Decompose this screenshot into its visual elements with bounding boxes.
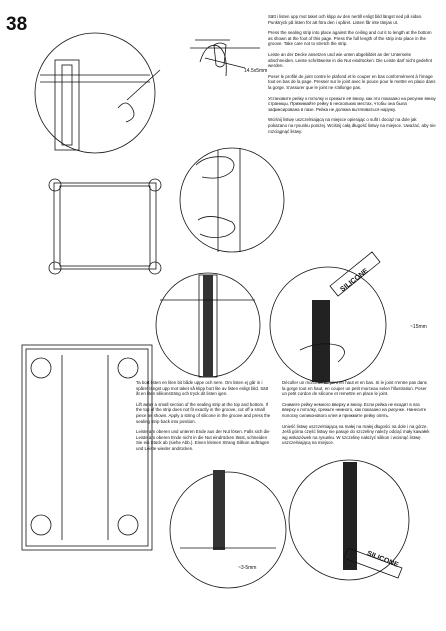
instruction-text-bottom-right bbox=[282, 380, 430, 451]
text-fr: Poser le profilé de joint contre le plafond et le couper en bas conformément à l'image tout en bas de la page. Presser sur le joint avec le pouce pour le mettre en place dans la gorge. S'assurer que le joint ne s'allonge pas. bbox=[268, 73, 436, 90]
text-de-2: Leiste am oberen und unteren Ende aus der Nut lösen. Falls sich die Leiste am oberen Ende nicht in die Nut eindrücken lässt, schneiden Sie ein Stück ab (siehe Abb.). Einen kleinen Strang Silikon auftragen und Leiste wieder andrücken. bbox=[136, 429, 270, 451]
text-ru: Установите рейку к потолку и срежьте её внизу, как это показано на рисунке внизу страницы. Прижимайте рейку в нескольких местах, чтобы она была зафиксирована в пазе. Рейка не должна вытягиваться наружу. bbox=[268, 95, 436, 112]
text-de: Leiste an der Decke ansetzen und wie unten abgebildet an der Unterseite abschneiden. Leiste schrittweise in die Nut eindrücken. Die Leiste darf nicht gedehnt werden. bbox=[268, 51, 433, 69]
text-sv: Sätt i listen upp mot taket och klipp av den nertill enligt bild längst ned på sidan. Punktryck på listen för att föra den i spåret. Listen får inte tänjas ut. bbox=[268, 14, 423, 25]
strip-size-label: 14.5x5mm bbox=[244, 68, 268, 74]
page-number: 38 bbox=[6, 14, 28, 35]
enclosure-main bbox=[22, 345, 152, 550]
enclosure-sketch-top bbox=[49, 179, 161, 274]
gap-top-label: ~15mm bbox=[410, 324, 427, 330]
text-pl: Wciśnij listwę uszczelniającą na miejsce opierając o sufit i dociąż na dole jak pokazano na rysunku poniżej. Wciśnij całą długość listwy na miejsce. Uważać, aby nie rozciągnąć listwy. bbox=[268, 117, 436, 134]
press-strip-detail bbox=[180, 148, 284, 252]
text-en-2: Lift away a small section of the sealing strip at the top and bottom. If the top of the strip does not fit exactly in the groove, cut off a small piece as shown. Apply a string of silicone in the groove and press the sealing strip back into position. bbox=[136, 401, 271, 424]
instruction-text-top bbox=[268, 14, 436, 139]
text-fr-2: Décoller un morceau de joint en haut et en bas. Si le joint n'entre pas dans la gorge tout en haut, en couper un petit morceau selon l'illustration. Poser un petit cordon de silicone et remettre en place le joint. bbox=[282, 380, 427, 397]
text-sv-2: Ta bort listen en liten bit både uppe och nere. Om listen ej går in i spåret längst upp mot taket så klipp bort lite av listen enligt bild. Sätt åt en liten silikonsträng och tryck dit listen igen. bbox=[136, 380, 269, 397]
bottom-cut-detail bbox=[170, 470, 286, 588]
text-ru-2: Снимите рейку немного вверху и внизу. Если рейка не входит в паз вверху к потолку, срежьте немного, как показано на рисунке. Нанесите полоску силиконового клея и прижмите рейку опять. bbox=[282, 401, 427, 418]
text-pl-2: Unieść listwę uszczelniającą na małej na małej długości na dole i na górze. Jeśli górna część listwy nie pasuje do szczeliny należy odciąć mały kawałek wg wskazówek na rysunku. W szczelinę nałożyć silikon i wcisnąć listwę uszczelniającą na miejsce. bbox=[282, 423, 430, 446]
silicone-label-bottom: SILICONE bbox=[365, 550, 400, 569]
corner-overview-sketch bbox=[35, 33, 160, 153]
gap-bottom-label: ~3-5mm bbox=[238, 565, 257, 571]
instruction-text-bottom-left bbox=[136, 380, 272, 457]
strip-top-left-detail bbox=[156, 273, 260, 377]
silicone-label-top: SILICONE bbox=[339, 267, 370, 294]
text-en: Press the sealing strip into place against the ceiling and cut it to length at the bottom as shown at the foot of this page. Press the full length of the strip into place in the groove. Take care not to stretch the strip. bbox=[268, 30, 432, 47]
